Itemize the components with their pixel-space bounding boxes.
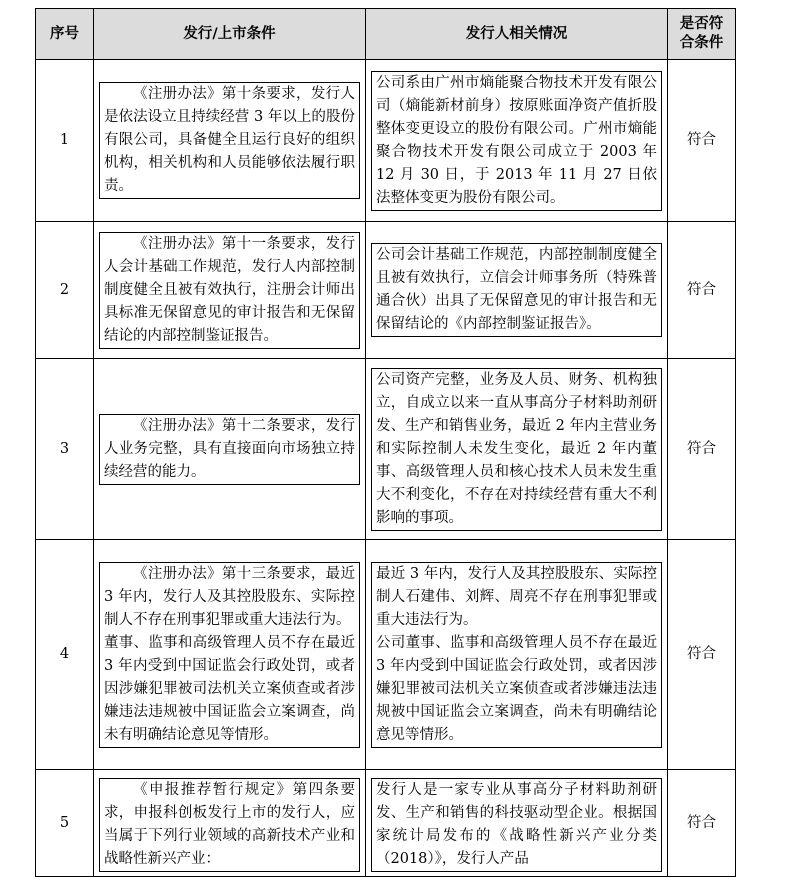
situation-text: 发行人是一家专业从事高分子材料助剂研发、生产和销售的科技驱动型企业。根据国家统计局发布的《战略性新兴产业分类（2018）》，发行人产品	[376, 782, 657, 867]
header-conform-text: 是否符合条件	[679, 16, 724, 51]
condition-text: 《注册办法》第十三条要求，最近 3 年内，发行人及其控股股东、实际控制人不存在刑事犯罪或重大违法行为。	[104, 565, 355, 628]
row-number: 3	[36, 359, 94, 540]
condition-cell	[94, 60, 366, 222]
table-row	[36, 359, 736, 540]
row-number: 4	[36, 540, 94, 770]
condition-text: 董事、监事和高级管理人员不存在最近 3 年内受到中国证监会行政处罚，或者因涉嫌犯罪被司法机关立案侦查或者涉嫌违法违规被中国证监会立案调查，尚未有明确结论意见等情形。	[104, 634, 355, 743]
header-condition: 发行/上市条件	[94, 9, 366, 60]
situation-text: 最近 3 年内，发行人及其控股股东、实际控制人石建伟、刘辉、周亮不存在刑事犯罪或重大违法行为。	[376, 565, 657, 628]
situation-text: 公司系由广州市熵能聚合物技术开发有限公司（熵能新材前身）按原账面净资产值折股整体变更设立的股份有限公司。广州市熵能聚合物技术开发有限公司成立于 2003 年 12 月 30 日，于 2013 年 11 月 27 日依法整体变更为股份有限公司。	[376, 74, 657, 206]
header-conform	[668, 9, 736, 60]
table-row	[36, 770, 736, 877]
header-no: 序号	[36, 9, 94, 60]
table-row	[36, 540, 736, 770]
situation-cell	[366, 770, 668, 877]
row-number: 1	[36, 60, 94, 222]
conform-cell: 符合	[668, 770, 736, 877]
situation-cell	[366, 540, 668, 770]
condition-cell	[94, 359, 366, 540]
table-row	[36, 222, 736, 359]
situation-cell	[366, 222, 668, 359]
situation-text: 公司资产完整，业务及人员、财务、机构独立，自成立以来一直从事高分子材料助剂研发、生产和销售业务，最近 2 年内主营业务和实际控制人未发生变化，最近 2 年内董事、高级管理人员和核心技术人员未发生重大不利变化，不存在对持续经营有重大不利影响的事项。	[376, 371, 657, 526]
condition-text: 《注册办法》第十一条要求，发行人会计基础工作规范，发行人内部控制制度健全且被有效执行，注册会计师出具标准无保留意见的审计报告和无保留结论的内部控制鉴证报告。	[104, 235, 355, 344]
table-row	[36, 60, 736, 222]
header-situation: 发行人相关情况	[366, 9, 668, 60]
conform-cell: 符合	[668, 222, 736, 359]
condition-cell	[94, 770, 366, 877]
situation-cell	[366, 359, 668, 540]
row-number: 5	[36, 770, 94, 877]
condition-text: 《注册办法》第十二条要求，发行人业务完整，具有直接面向市场独立持续经营的能力。	[104, 417, 355, 480]
condition-cell	[94, 222, 366, 359]
situation-cell	[366, 60, 668, 222]
conform-cell: 符合	[668, 60, 736, 222]
situation-text: 公司会计基础工作规范，内部控制制度健全且被有效执行，立信会计师事务所（特殊普通合伙）出具了无保留意见的审计报告和无保留结论的《内部控制鉴证报告》。	[376, 247, 657, 332]
condition-cell	[94, 540, 366, 770]
document-page	[35, 8, 735, 877]
condition-text: 《申报推荐暂行规定》第四条要求，申报科创板发行上市的发行人，应当属于下列行业领域的高新技术产业和战略性新兴产业：	[104, 782, 355, 867]
listing-conditions-table	[35, 8, 736, 877]
condition-text: 《注册办法》第十条要求，发行人是依法设立且持续经营 3 年以上的股份有限公司，具备健全且运行良好的组织机构，相关机构和人员能够依法履行职责。	[104, 86, 355, 194]
row-number: 2	[36, 222, 94, 359]
table-header-row	[36, 9, 736, 60]
conform-cell: 符合	[668, 540, 736, 770]
conform-cell: 符合	[668, 359, 736, 540]
situation-text: 公司董事、监事和高级管理人员不存在最近 3 年内受到中国证监会行政处罚，或者因涉嫌犯罪被司法机关立案侦查或者涉嫌违法违规被中国证监会立案调查，尚未有明确结论意见等情形。	[376, 634, 657, 743]
